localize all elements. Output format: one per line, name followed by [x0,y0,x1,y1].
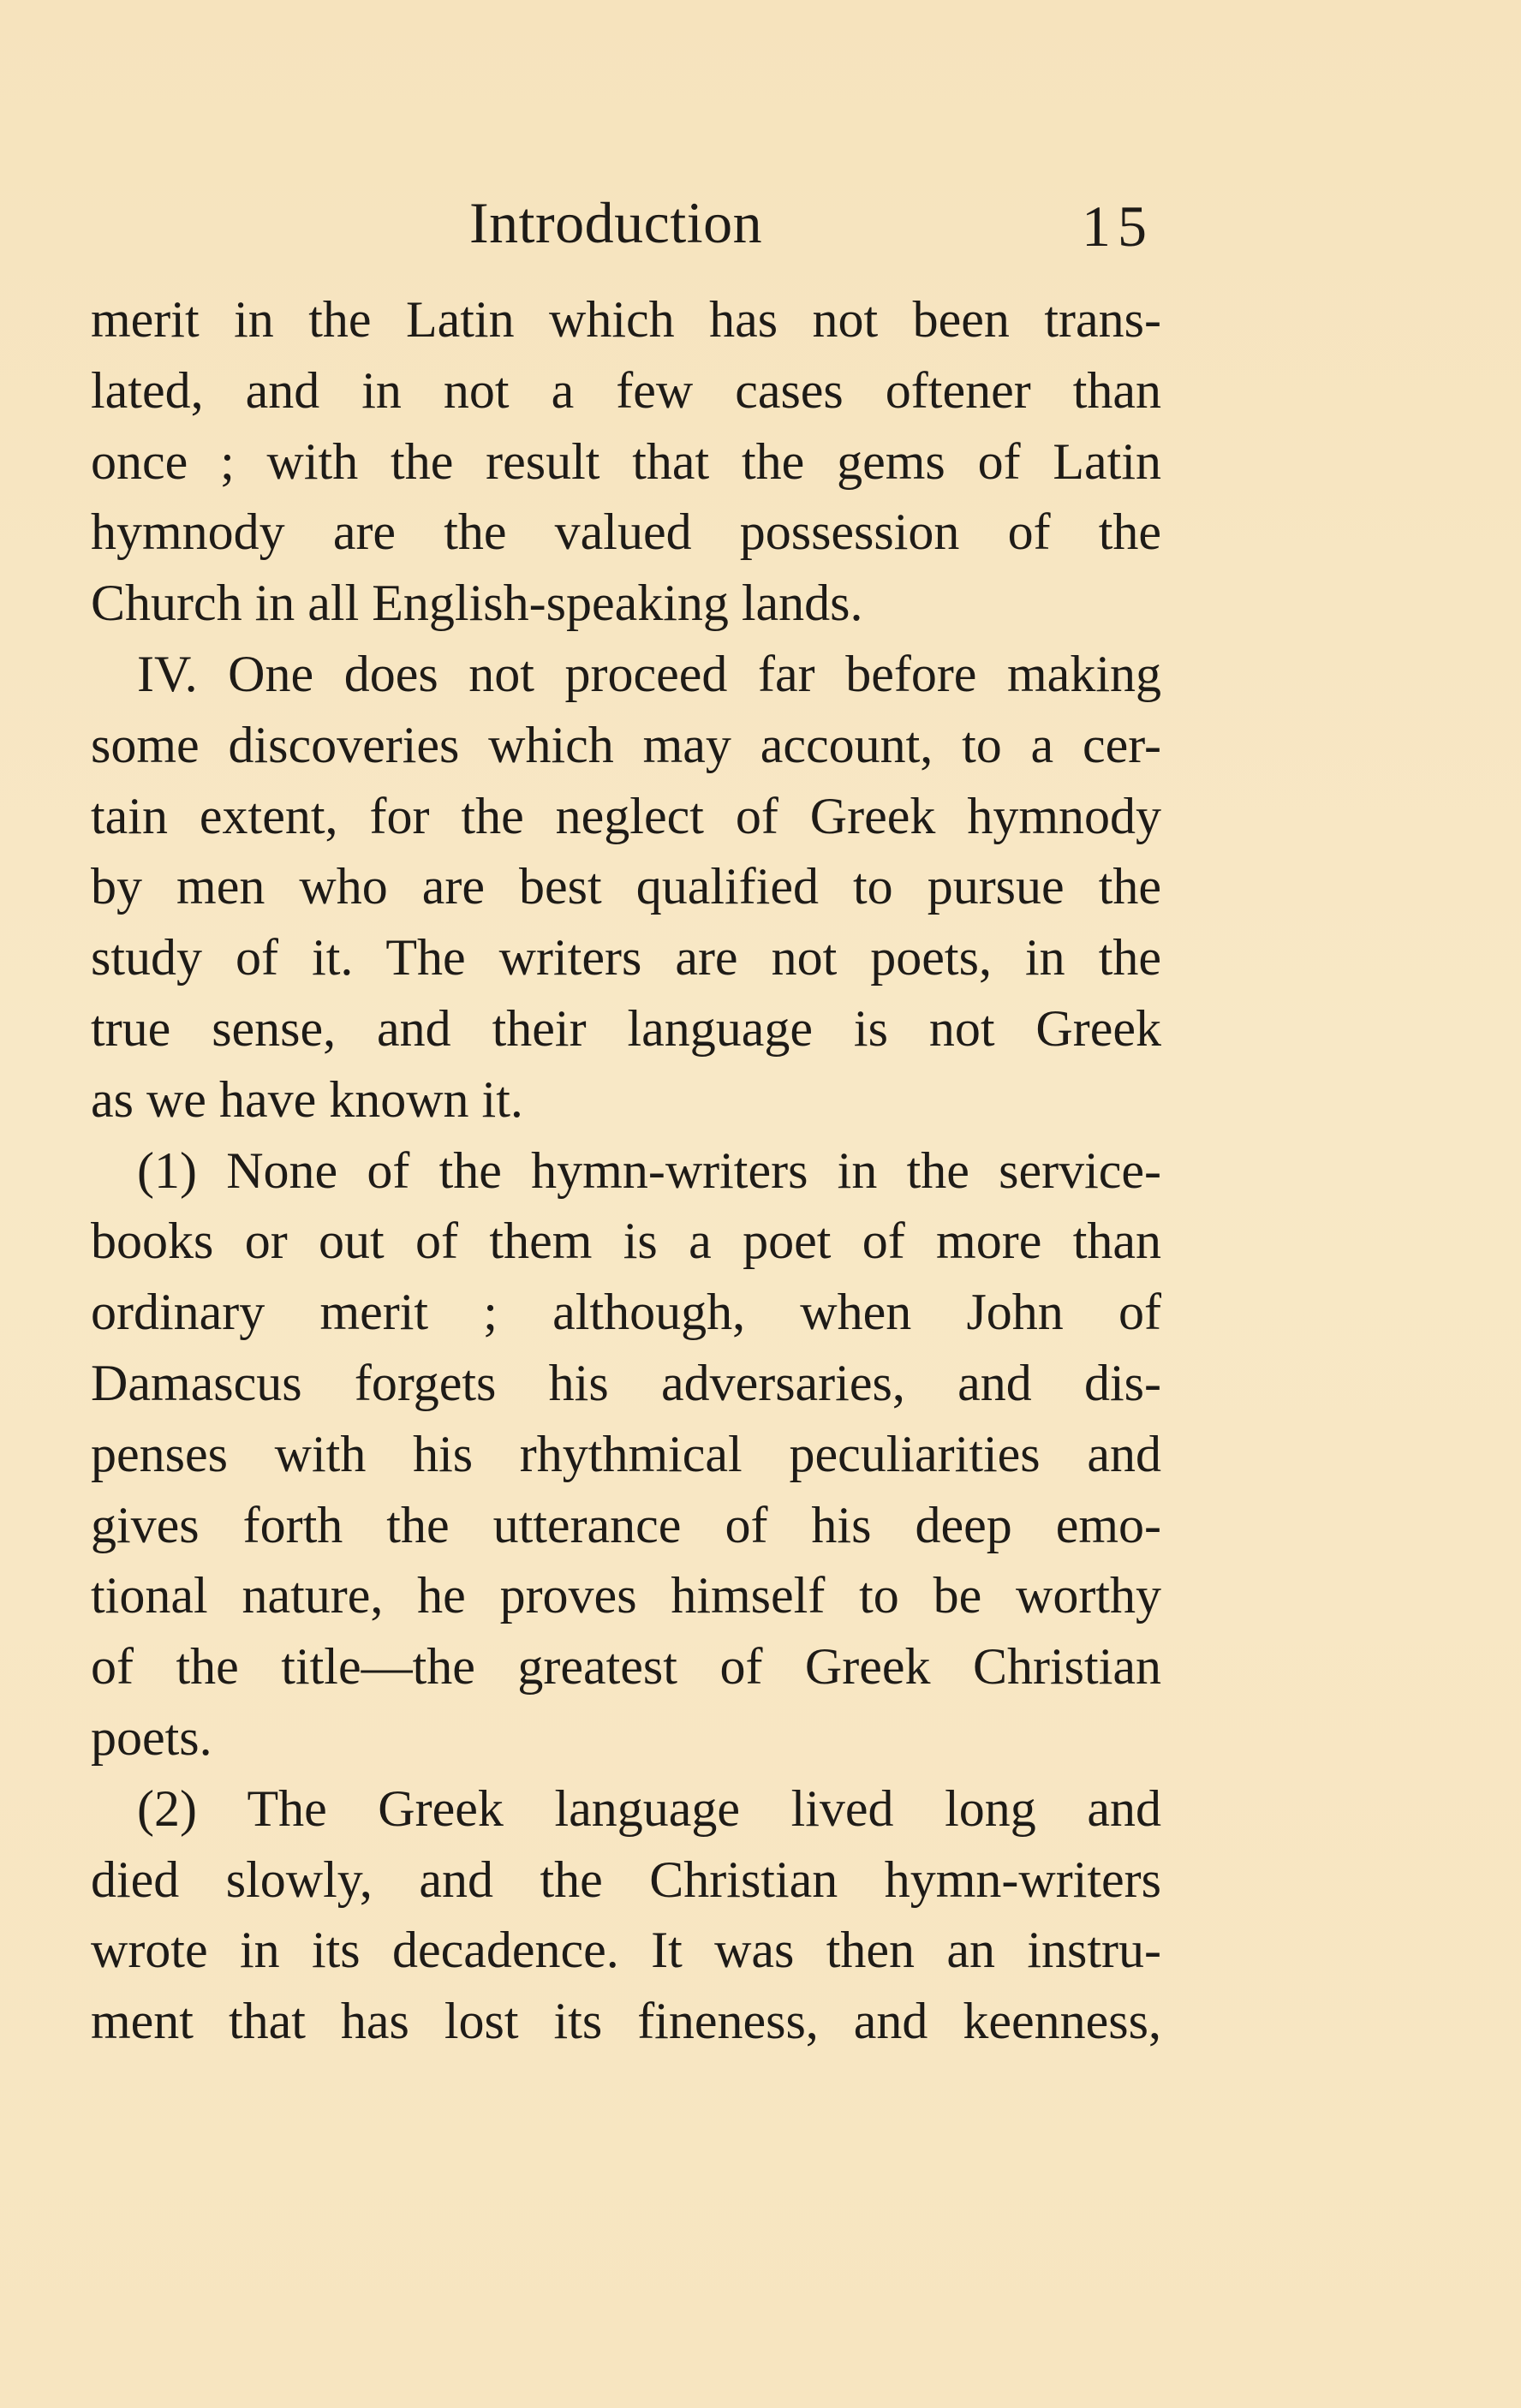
text-line: penses with his rhythmical peculiarities and [91,1425,1161,1482]
text-line: poets. [91,1708,212,1766]
running-head: Introduction [469,190,763,255]
text-line: merit in the Latin which has not been trans- [91,291,1161,348]
body-text [91,284,1161,2057]
text-line: as we have known it. [91,1070,523,1128]
text-line: books or out of them is a poet of more than [91,1213,1161,1270]
text-line: Damascus forgets his adversaries, and dis- [91,1354,1161,1411]
text-line: lated, and in not a few cases oftener than [91,361,1161,419]
text-line: wrote in its decadence. It was then an instru- [91,1922,1161,1979]
text-line: some discoveries which may account, to a cer- [91,716,1161,773]
text-line: tional nature, he proves himself to be worthy [91,1567,1161,1624]
text-line: hymnody are the valued possession of the [91,504,1161,561]
text-line: once ; with the result that the gems of Latin [91,432,1161,490]
text-line: Church in all English-speaking lands. [91,575,863,632]
text-line: of the title—the greatest of Greek Christian [91,1638,1161,1696]
text-line: (1) None of the hymn-writers in the service- [137,1141,1161,1199]
text-line: IV. One does not proceed far before making [137,645,1161,702]
text-line: by men who are best qualified to pursue the [91,858,1161,915]
text-line: study of it. The writers are not poets, in the [91,929,1161,986]
page-number: 15 [1082,194,1154,259]
text-line: gives forth the utterance of his deep emo- [91,1496,1161,1553]
text-line: true sense, and their language is not Greek [91,999,1161,1057]
text-line: died slowly, and the Christian hymn-writers [91,1851,1161,1908]
text-line: tain extent, for the neglect of Greek hymnody [91,787,1161,844]
text-line: ordinary merit ; although, when John of [91,1284,1161,1341]
text-line: ment that has lost its fineness, and keenness, [91,1993,1161,2050]
text-line: (2) The Greek language lived long and [137,1779,1161,1837]
